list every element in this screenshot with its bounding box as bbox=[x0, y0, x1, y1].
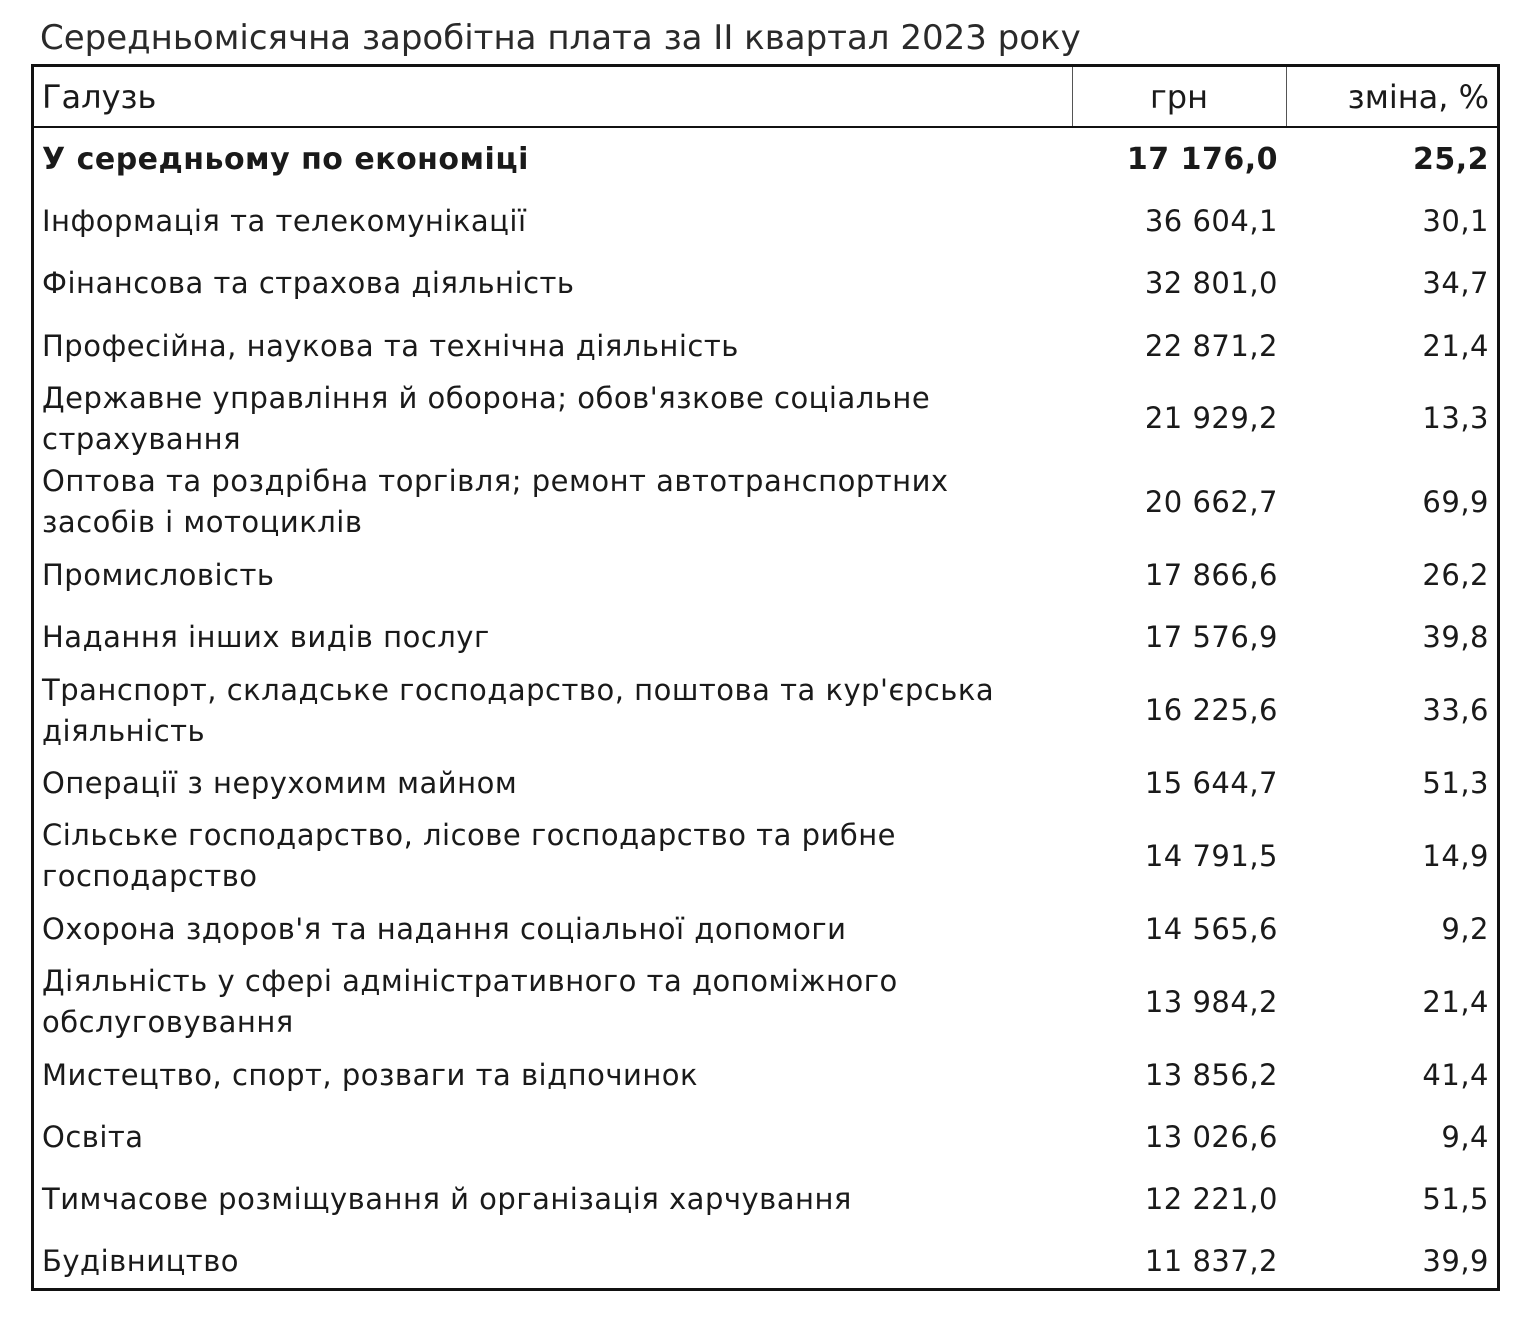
cell-uah: 17 576,9 bbox=[1144, 620, 1278, 655]
cell-industry: У середньому по економіці bbox=[42, 141, 529, 177]
cell-change: 69,9 bbox=[1422, 484, 1489, 519]
table-row-total bbox=[34, 127, 1497, 190]
cell-uah: 14 791,5 bbox=[1144, 838, 1278, 873]
table-title: Середньомісячна заробітна плата за ІІ квартал 2023 року bbox=[40, 18, 1081, 58]
cell-uah: 12 221,0 bbox=[1144, 1182, 1278, 1217]
table-row bbox=[34, 377, 1497, 461]
cell-industry: Професійна, наукова та технічна діяльність bbox=[42, 328, 739, 363]
cell-change: 9,4 bbox=[1441, 1119, 1489, 1154]
cell-change: 33,6 bbox=[1422, 693, 1489, 728]
cell-uah: 17 866,6 bbox=[1144, 557, 1278, 592]
salary-table-frame bbox=[31, 64, 1500, 1291]
table-row bbox=[34, 960, 1497, 1044]
cell-industry: Оптова та роздрібна торгівля; ремонт автотранспортних засобів і мотоциклів bbox=[42, 464, 949, 540]
cell-change: 25,2 bbox=[1412, 141, 1489, 177]
cell-uah: 15 644,7 bbox=[1144, 765, 1278, 800]
cell-change: 39,8 bbox=[1422, 620, 1489, 655]
table-row bbox=[34, 752, 1497, 814]
table-row bbox=[34, 606, 1497, 668]
table-row bbox=[34, 461, 1497, 545]
cell-change: 34,7 bbox=[1422, 266, 1489, 301]
table-row bbox=[34, 815, 1497, 899]
cell-change: 14,9 bbox=[1422, 838, 1489, 873]
cell-uah: 14 565,6 bbox=[1144, 911, 1278, 946]
cell-change: 9,2 bbox=[1441, 911, 1489, 946]
cell-change: 30,1 bbox=[1422, 203, 1489, 238]
table-row bbox=[34, 1106, 1497, 1168]
table-row bbox=[34, 190, 1497, 252]
cell-uah: 36 604,1 bbox=[1144, 203, 1278, 238]
cell-industry: Діяльність у сфері адміністративного та допоміжного обслуговування bbox=[42, 964, 898, 1040]
cell-uah: 16 225,6 bbox=[1144, 693, 1278, 728]
header-uah: грн bbox=[1072, 67, 1286, 127]
cell-uah: 17 176,0 bbox=[1126, 141, 1278, 177]
cell-uah: 21 929,2 bbox=[1144, 401, 1278, 436]
cell-change: 21,4 bbox=[1422, 984, 1489, 1019]
cell-industry: Промисловість bbox=[42, 557, 275, 592]
cell-industry: Освіта bbox=[42, 1119, 144, 1154]
table-row bbox=[34, 1231, 1497, 1293]
table-row bbox=[34, 1044, 1497, 1106]
cell-industry: Надання інших видів послуг bbox=[42, 620, 490, 655]
cell-change: 41,4 bbox=[1422, 1057, 1489, 1092]
table-row bbox=[34, 544, 1497, 606]
header-industry: Галузь bbox=[34, 67, 1072, 127]
cell-industry: Транспорт, складське господарство, поштова та кур'єрська діяльність bbox=[42, 672, 995, 748]
cell-uah: 20 662,7 bbox=[1144, 484, 1278, 519]
cell-industry: Фінансова та страхова діяльність bbox=[42, 266, 575, 301]
cell-uah: 13 026,6 bbox=[1144, 1119, 1278, 1154]
cell-uah: 22 871,2 bbox=[1144, 328, 1278, 363]
table-header-row bbox=[34, 67, 1497, 127]
cell-industry: Сільське господарство, лісове господарство та рибне господарство bbox=[42, 818, 897, 894]
cell-uah: 13 856,2 bbox=[1144, 1057, 1278, 1092]
table-row bbox=[34, 253, 1497, 315]
cell-industry: Тимчасове розміщування й організація харчування bbox=[42, 1182, 852, 1217]
cell-industry: Будівництво bbox=[42, 1244, 240, 1279]
table-row bbox=[34, 669, 1497, 753]
cell-change: 51,5 bbox=[1422, 1182, 1489, 1217]
cell-industry: Операції з нерухомим майном bbox=[42, 765, 518, 800]
table-row bbox=[34, 315, 1497, 377]
salary-table bbox=[34, 67, 1497, 1293]
cell-uah: 13 984,2 bbox=[1144, 984, 1278, 1019]
cell-change: 51,3 bbox=[1422, 765, 1489, 800]
cell-uah: 32 801,0 bbox=[1144, 266, 1278, 301]
cell-change: 39,9 bbox=[1422, 1244, 1489, 1279]
table-row bbox=[34, 898, 1497, 960]
cell-industry: Інформація та телекомунікації bbox=[42, 203, 527, 238]
table-row bbox=[34, 1168, 1497, 1230]
cell-industry: Мистецтво, спорт, розваги та відпочинок bbox=[42, 1057, 699, 1092]
cell-uah: 11 837,2 bbox=[1144, 1244, 1278, 1279]
cell-change: 21,4 bbox=[1422, 328, 1489, 363]
cell-change: 26,2 bbox=[1422, 557, 1489, 592]
cell-industry: Державне управління й оборона; обов'язкове соціальне страхування bbox=[42, 380, 931, 456]
cell-change: 13,3 bbox=[1422, 401, 1489, 436]
cell-industry: Охорона здоров'я та надання соціальної допомоги bbox=[42, 911, 847, 946]
header-change: зміна, % bbox=[1286, 67, 1497, 127]
